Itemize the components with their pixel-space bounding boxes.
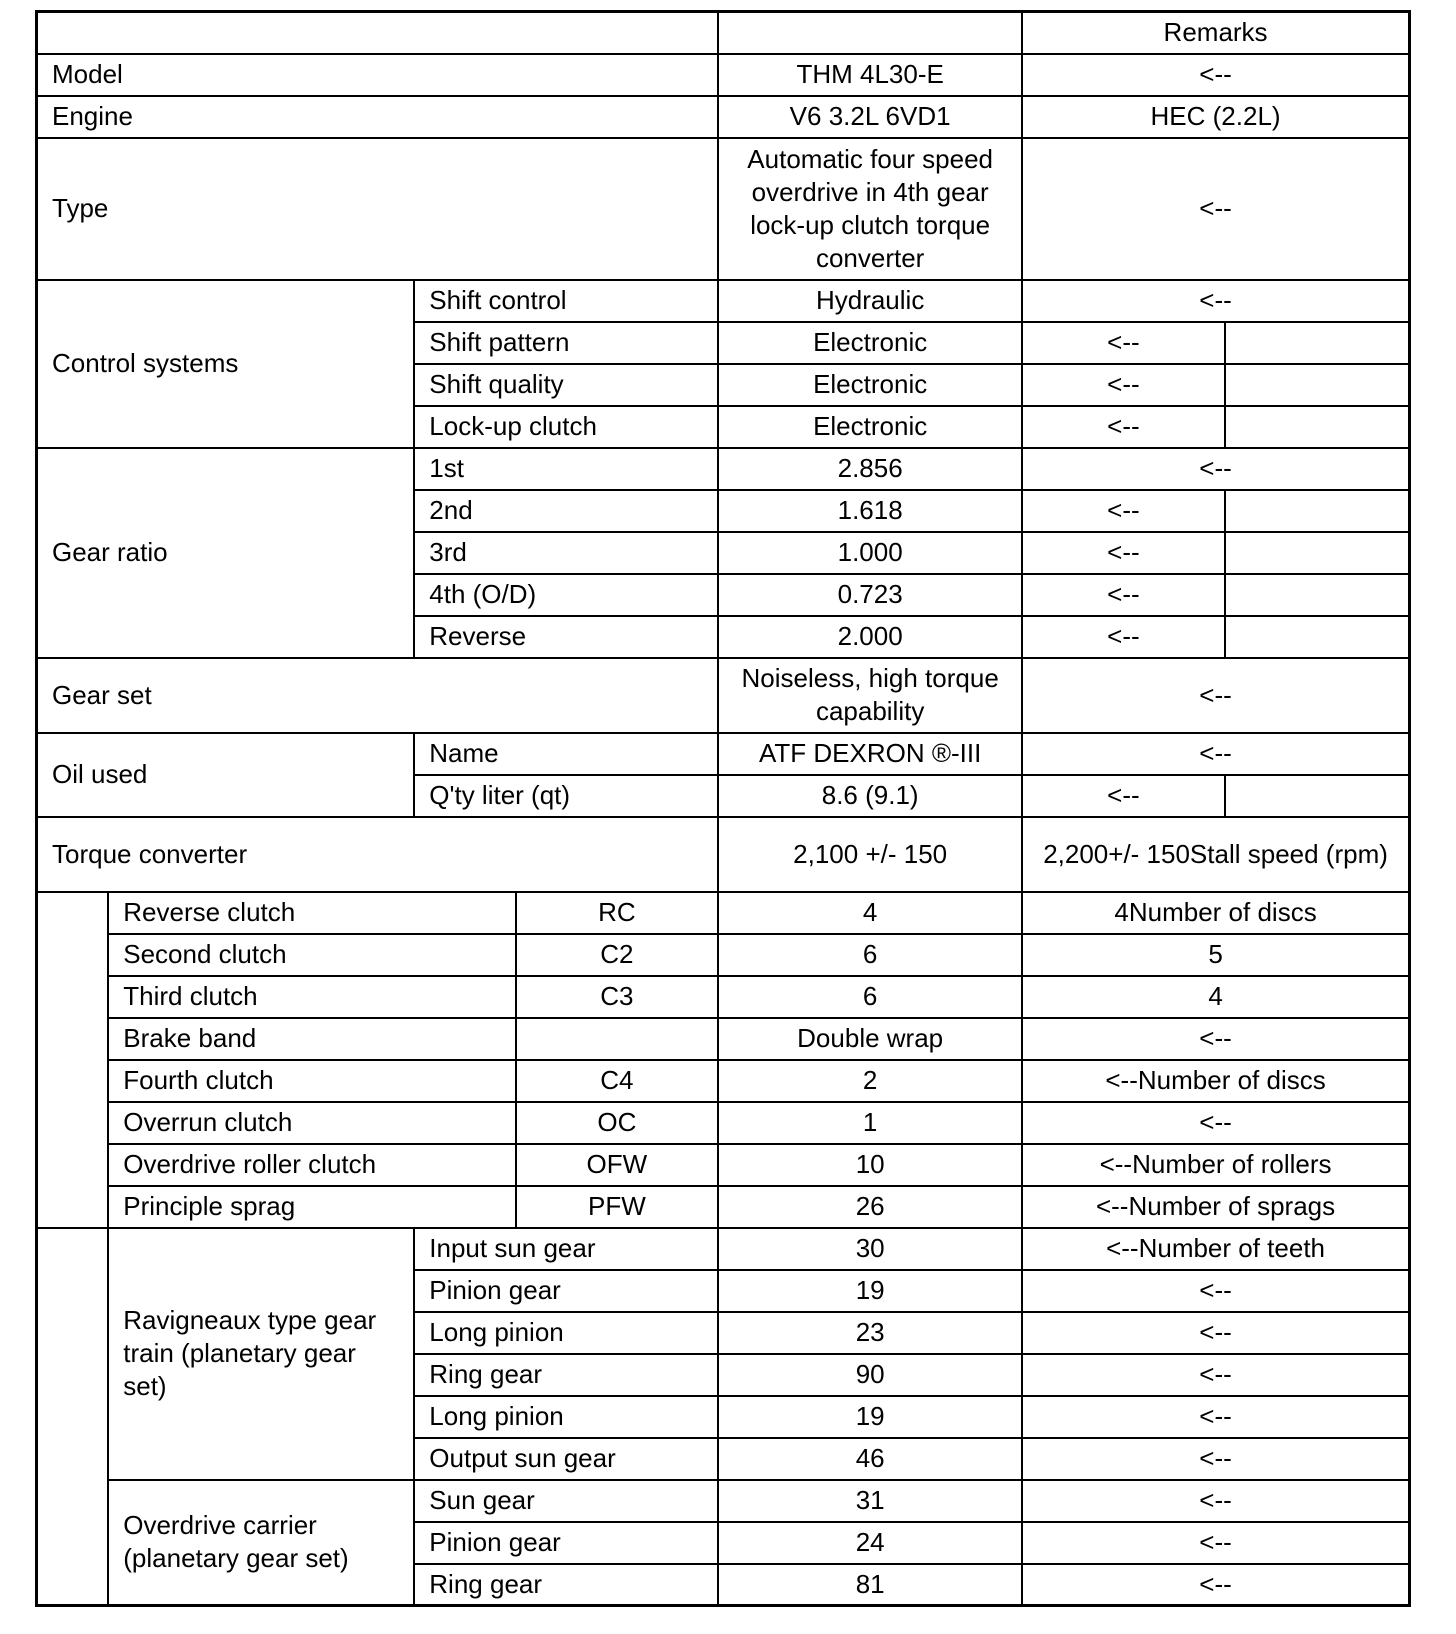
control-item-value: Electronic [718,322,1022,364]
clutch-remark: 5 [1022,934,1409,976]
ravigneaux-item-remark: <-- [1022,1396,1409,1438]
clutch-value: 2 [718,1060,1022,1102]
header-value-cell [718,12,1022,54]
model-remark: <-- [1022,54,1409,96]
ravigneaux-item-label: Long pinion [414,1396,718,1438]
ravigneaux-item-value: 23 [718,1312,1022,1354]
type-label: Type [37,138,719,280]
clutch-label: Second clutch [108,934,515,976]
clutch-code: OC [516,1102,719,1144]
clutch-value: 4 [718,892,1022,934]
engine-remark: HEC (2.2L) [1022,96,1409,138]
oil-item-remark: <-- [1022,733,1409,775]
clutch-code: C2 [516,934,719,976]
header-row [37,12,1410,54]
header-blank-cell [37,12,719,54]
gear-ratio-remark: <-- [1022,616,1225,658]
clutch-blank-cell [37,892,109,1228]
engine-row [37,96,1410,138]
blank-cell [1225,775,1410,817]
overdrive-item-remark: <-- [1022,1564,1409,1606]
clutch-row [37,1060,1410,1102]
gear-ratio-item-label: 2nd [414,490,718,532]
control-item-remark: <-- [1022,364,1225,406]
overdrive-carrier-row [37,1480,1410,1522]
clutch-value: 26 [718,1186,1022,1228]
clutch-label: Overrun clutch [108,1102,515,1144]
clutch-value: Double wrap [718,1018,1022,1060]
clutch-code: C3 [516,976,719,1018]
gear-ratio-item-label: 4th (O/D) [414,574,718,616]
torque-converter-row [37,817,1410,892]
gear-ratio-item-label: 3rd [414,532,718,574]
torque-converter-label: Torque converter [37,817,719,892]
ravigneaux-item-label: Output sun gear [414,1438,718,1480]
overdrive-item-label: Pinion gear [414,1522,718,1564]
gear-ratio-value: 1.000 [718,532,1022,574]
gear-set-row [37,658,1410,733]
ravigneaux-item-value: 46 [718,1438,1022,1480]
ravigneaux-item-label: Input sun gear [414,1228,718,1270]
clutch-remark: <--Number of sprags [1022,1186,1409,1228]
control-item-remark: <-- [1022,322,1225,364]
ravigneaux-item-remark: <-- [1022,1438,1409,1480]
clutch-label: Overdrive roller clutch [108,1144,515,1186]
overdrive-item-label: Sun gear [414,1480,718,1522]
clutch-label: Fourth clutch [108,1060,515,1102]
ravigneaux-item-value: 19 [718,1396,1022,1438]
ravigneaux-item-label: Pinion gear [414,1270,718,1312]
blank-cell [1225,322,1410,364]
clutch-row [37,1186,1410,1228]
gear-ratio-value: 2.000 [718,616,1022,658]
gear-set-label: Gear set [37,658,719,733]
clutch-code: OFW [516,1144,719,1186]
overdrive-item-value: 81 [718,1564,1022,1606]
control-item-remark: <-- [1022,280,1409,322]
gear-ratio-remark: <-- [1022,448,1409,490]
model-row [37,54,1410,96]
blank-cell [1225,616,1410,658]
clutch-code: RC [516,892,719,934]
engine-label: Engine [37,96,719,138]
gear-set-value: Noiseless, high torque capability [718,658,1022,733]
gear-ratio-value: 2.856 [718,448,1022,490]
overdrive-item-remark: <-- [1022,1480,1409,1522]
ravigneaux-row [37,1228,1410,1270]
gear-ratio-label: Gear ratio [37,448,415,658]
model-label: Model [37,54,719,96]
clutch-remark: <--Number of discs [1022,1060,1409,1102]
gear-train-blank-cell [37,1228,109,1606]
overdrive-item-remark: <-- [1022,1522,1409,1564]
overdrive-item-value: 31 [718,1480,1022,1522]
oil-used-label: Oil used [37,733,415,817]
clutch-row [37,892,1410,934]
clutch-value: 1 [718,1102,1022,1144]
control-item-label: Shift control [414,280,718,322]
oil-item-remark: <-- [1022,775,1225,817]
clutch-row [37,934,1410,976]
ravigneaux-item-remark: <--Number of teeth [1022,1228,1409,1270]
overdrive-item-value: 24 [718,1522,1022,1564]
control-systems-label: Control systems [37,280,415,448]
remarks-header: Remarks [1022,12,1409,54]
type-value: Automatic four speed overdrive in 4th gear lock-up clutch torque converter [718,138,1022,280]
blank-cell [1225,490,1410,532]
type-remark: <-- [1022,138,1409,280]
gear-ratio-remark: <-- [1022,490,1225,532]
clutch-row [37,976,1410,1018]
clutch-value: 10 [718,1144,1022,1186]
blank-cell [1225,532,1410,574]
clutch-label: Principle sprag [108,1186,515,1228]
control-item-value: Electronic [718,406,1022,448]
gear-ratio-row [37,448,1410,490]
ravigneaux-item-label: Long pinion [414,1312,718,1354]
control-item-label: Shift quality [414,364,718,406]
clutch-remark: 4 [1022,976,1409,1018]
oil-item-label: Q'ty liter (qt) [414,775,718,817]
clutch-code: C4 [516,1060,719,1102]
type-row [37,138,1410,280]
spec-table [35,10,1411,1607]
ravigneaux-item-label: Ring gear [414,1354,718,1396]
control-item-remark: <-- [1022,406,1225,448]
control-item-value: Electronic [718,364,1022,406]
gear-ratio-value: 1.618 [718,490,1022,532]
ravigneaux-item-value: 30 [718,1228,1022,1270]
ravigneaux-item-remark: <-- [1022,1312,1409,1354]
clutch-remark: <-- [1022,1018,1409,1060]
overdrive-carrier-label: Overdrive carrier (planetary gear set) [108,1480,414,1606]
clutch-row [37,1018,1410,1060]
gear-ratio-item-label: 1st [414,448,718,490]
engine-value: V6 3.2L 6VD1 [718,96,1022,138]
ravigneaux-item-remark: <-- [1022,1270,1409,1312]
clutch-row [37,1102,1410,1144]
clutch-code: PFW [516,1186,719,1228]
ravigneaux-label: Ravigneaux type gear train (planetary gear set) [108,1228,414,1480]
clutch-value: 6 [718,976,1022,1018]
overdrive-item-label: Ring gear [414,1564,718,1606]
clutch-code [516,1018,719,1060]
oil-item-label: Name [414,733,718,775]
gear-ratio-item-label: Reverse [414,616,718,658]
ravigneaux-item-value: 90 [718,1354,1022,1396]
control-item-label: Shift pattern [414,322,718,364]
model-value: THM 4L30-E [718,54,1022,96]
clutch-label: Brake band [108,1018,515,1060]
gear-ratio-remark: <-- [1022,574,1225,616]
gear-ratio-remark: <-- [1022,532,1225,574]
control-item-label: Lock-up clutch [414,406,718,448]
oil-item-value: 8.6 (9.1) [718,775,1022,817]
gear-set-remark: <-- [1022,658,1409,733]
oil-item-value: ATF DEXRON ®-III [718,733,1022,775]
torque-converter-remark: 2,200+/- 150Stall speed (rpm) [1022,817,1409,892]
clutch-label: Reverse clutch [108,892,515,934]
clutch-label: Third clutch [108,976,515,1018]
clutch-remark: <-- [1022,1102,1409,1144]
control-row [37,280,1410,322]
clutch-value: 6 [718,934,1022,976]
blank-cell [1225,364,1410,406]
gear-ratio-value: 0.723 [718,574,1022,616]
blank-cell [1225,574,1410,616]
torque-converter-value: 2,100 +/- 150 [718,817,1022,892]
clutch-remark: <--Number of rollers [1022,1144,1409,1186]
ravigneaux-item-remark: <-- [1022,1354,1409,1396]
control-item-value: Hydraulic [718,280,1022,322]
ravigneaux-item-value: 19 [718,1270,1022,1312]
clutch-remark: 4Number of discs [1022,892,1409,934]
oil-row [37,733,1410,775]
blank-cell [1225,406,1410,448]
clutch-row [37,1144,1410,1186]
